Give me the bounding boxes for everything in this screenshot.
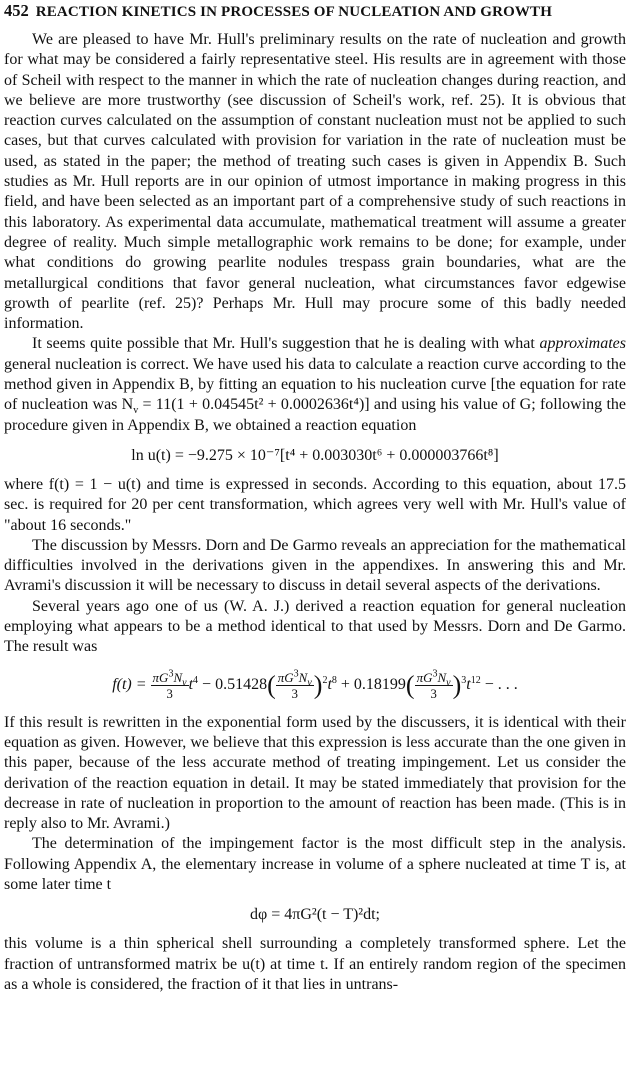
running-title: REACTION KINETICS IN PROCESSES OF NUCLEATION AND GROWTH xyxy=(35,4,553,20)
article-body xyxy=(4,30,626,995)
page-number: 452 xyxy=(4,1,29,20)
fraction-term-3: $\frac{\pi G^3N_v}{3}$ xyxy=(416,668,451,701)
equation-series-tail: − . . . xyxy=(484,675,518,693)
paragraph-2-a: It seems quite possible that Mr. Hull's suggestion that he is dealing with what xyxy=(32,335,535,353)
page xyxy=(4,0,626,1065)
paragraph-7: The determination of the impingement factor is the most difficult step in the analysis. Following Appendix A, the elementary increase in volume of a sphere nucleated at time T is, at some later time t xyxy=(4,835,626,893)
running-header xyxy=(4,0,626,22)
equation-series: f(t) = $\frac{\pi G^3N_v}{3}$ $t^4 - 0.51428$( $\frac{\pi G^3N_v}{3}$ )$^2t^8 + 0.18199$( $\frac{\pi G^3N_v}{3}$ )$^3t^{12}$ − . . . xyxy=(112,668,518,701)
paragraph-8: this volume is a thin spherical shell surrounding a completely transformed sphere. Let the fraction of untransformed matrix be u(t) at time t. If an entirely random region of the specimen as a whole is considered, the fraction of it that lies in untrans- xyxy=(4,935,626,993)
paragraph-2-c: (1 + 0.04545t² + 0.0002636t⁴)] and using his value of G; following the procedure given in Appendix B, we obtained a reaction equation xyxy=(4,396,627,434)
paragraph-4: The discussion by Messrs. Dorn and De Garmo reveals an appreciation for the mathematical difficulties involved in the derivations given in the appendixes. In answering this and Mr. Avrami's discussion it will be necessary to discuss in detail several aspects of the derivations. xyxy=(4,536,626,595)
equation-series-lhs: f(t) = xyxy=(112,675,147,693)
fraction-term-1: $\frac{\pi G^3N_v}{3}$ xyxy=(152,668,187,701)
paragraph-2: It seems quite possible that Mr. Hull's suggestion that he is dealing with what approximates general nucleation is correct. We have used his data to calculate a reaction curve according to the method given in Appendix B, by fitting an equation to his nucleation curve [the equation for rate of nucleation was $N_v = 11(1 + 0.04545t^2 + 0.0002636t^4)$] and using his value of G; following the procedure given in Appendix B, we obtained a reaction equation xyxy=(4,335,627,434)
paragraph-6: If this result is rewritten in the exponential form used by the discussers, it is identical with their equation as given. However, we believe that this expression is less accurate than the one given in this paper, because of the less accurate method of treating impingement. Let us consider the derivation of the reaction equation in detail. It may be stated immediately that provision for the decrease in rate of nucleation in proportion to the amount of reaction has been made. (This is in reply also to Mr. Avrami.) xyxy=(4,713,626,833)
equation-series-coef-2: 0.18199 xyxy=(353,675,406,693)
fraction-term-2: $\frac{\pi G^3N_v}{3}$ xyxy=(277,668,312,701)
equation-shell-volume: dφ = 4πG²(t − T)²dt; xyxy=(250,906,380,924)
equation-series-coef-1: 0.51428 xyxy=(215,675,268,693)
equation-reaction: ln u(t) = −9.275 × 10⁻⁷[t⁴ + 0.003030t⁶ + 0.000003766t⁸] xyxy=(131,446,499,464)
paragraph-2-italic: approximates xyxy=(539,335,626,353)
paragraph-1: We are pleased to have Mr. Hull's preliminary results on the rate of nucleation and growth for what may be considered a fairly representative steel. His results are in agreement with those of Scheil with respect to the manner in which the rate of nucleation changes during reaction, and we believe are more trustworthy (see discussion of Scheil's work, ref. 25). It is obvious that reaction curves calculated on the assumption of constant nucleation must not be applied to such cases, but that curves calculated with provision for variation in the rate of nucleation must be used, as stated in the paper; the method of treating such cases is given in Appendix B. Such studies as Mr. Hull reports are in our opinion of utmost importance in making progress in this field, and have been selected as an important part of a comprehensive study of such reactions in this laboratory. As experimental data accumulate, mathematical treatment will assume a greater degree of reality. Much simple metallographic work remains to be done; for example, under what conditions do growing pearlite nodules trespass grain boundaries, what are the metallurgical conditions that favor general nucleation, what circumstances favor edgewise growth of pearlite (ref. 25)? Perhaps Mr. Hull may procure some of this badly needed information. xyxy=(4,31,626,333)
paragraph-5: Several years ago one of us (W. A. J.) derived a reaction equation for general nucleation employing what appears to be a method identical to that used by Messrs. Dorn and De Garmo. The result was xyxy=(4,597,626,656)
paragraph-3: where f(t) = 1 − u(t) and time is expressed in seconds. According to this equation, about 17.5 sec. is required for 20 per cent transformation, which agrees very well with Mr. Hull's value of "about 16 seconds." xyxy=(4,475,626,534)
paragraph-2-b: general nucleation is correct. We have used his data to calculate a reaction curve according to the method given in Appendix B, by fitting an equation to his nucleation curve [the equation for rate of nucleation was N xyxy=(4,355,626,414)
